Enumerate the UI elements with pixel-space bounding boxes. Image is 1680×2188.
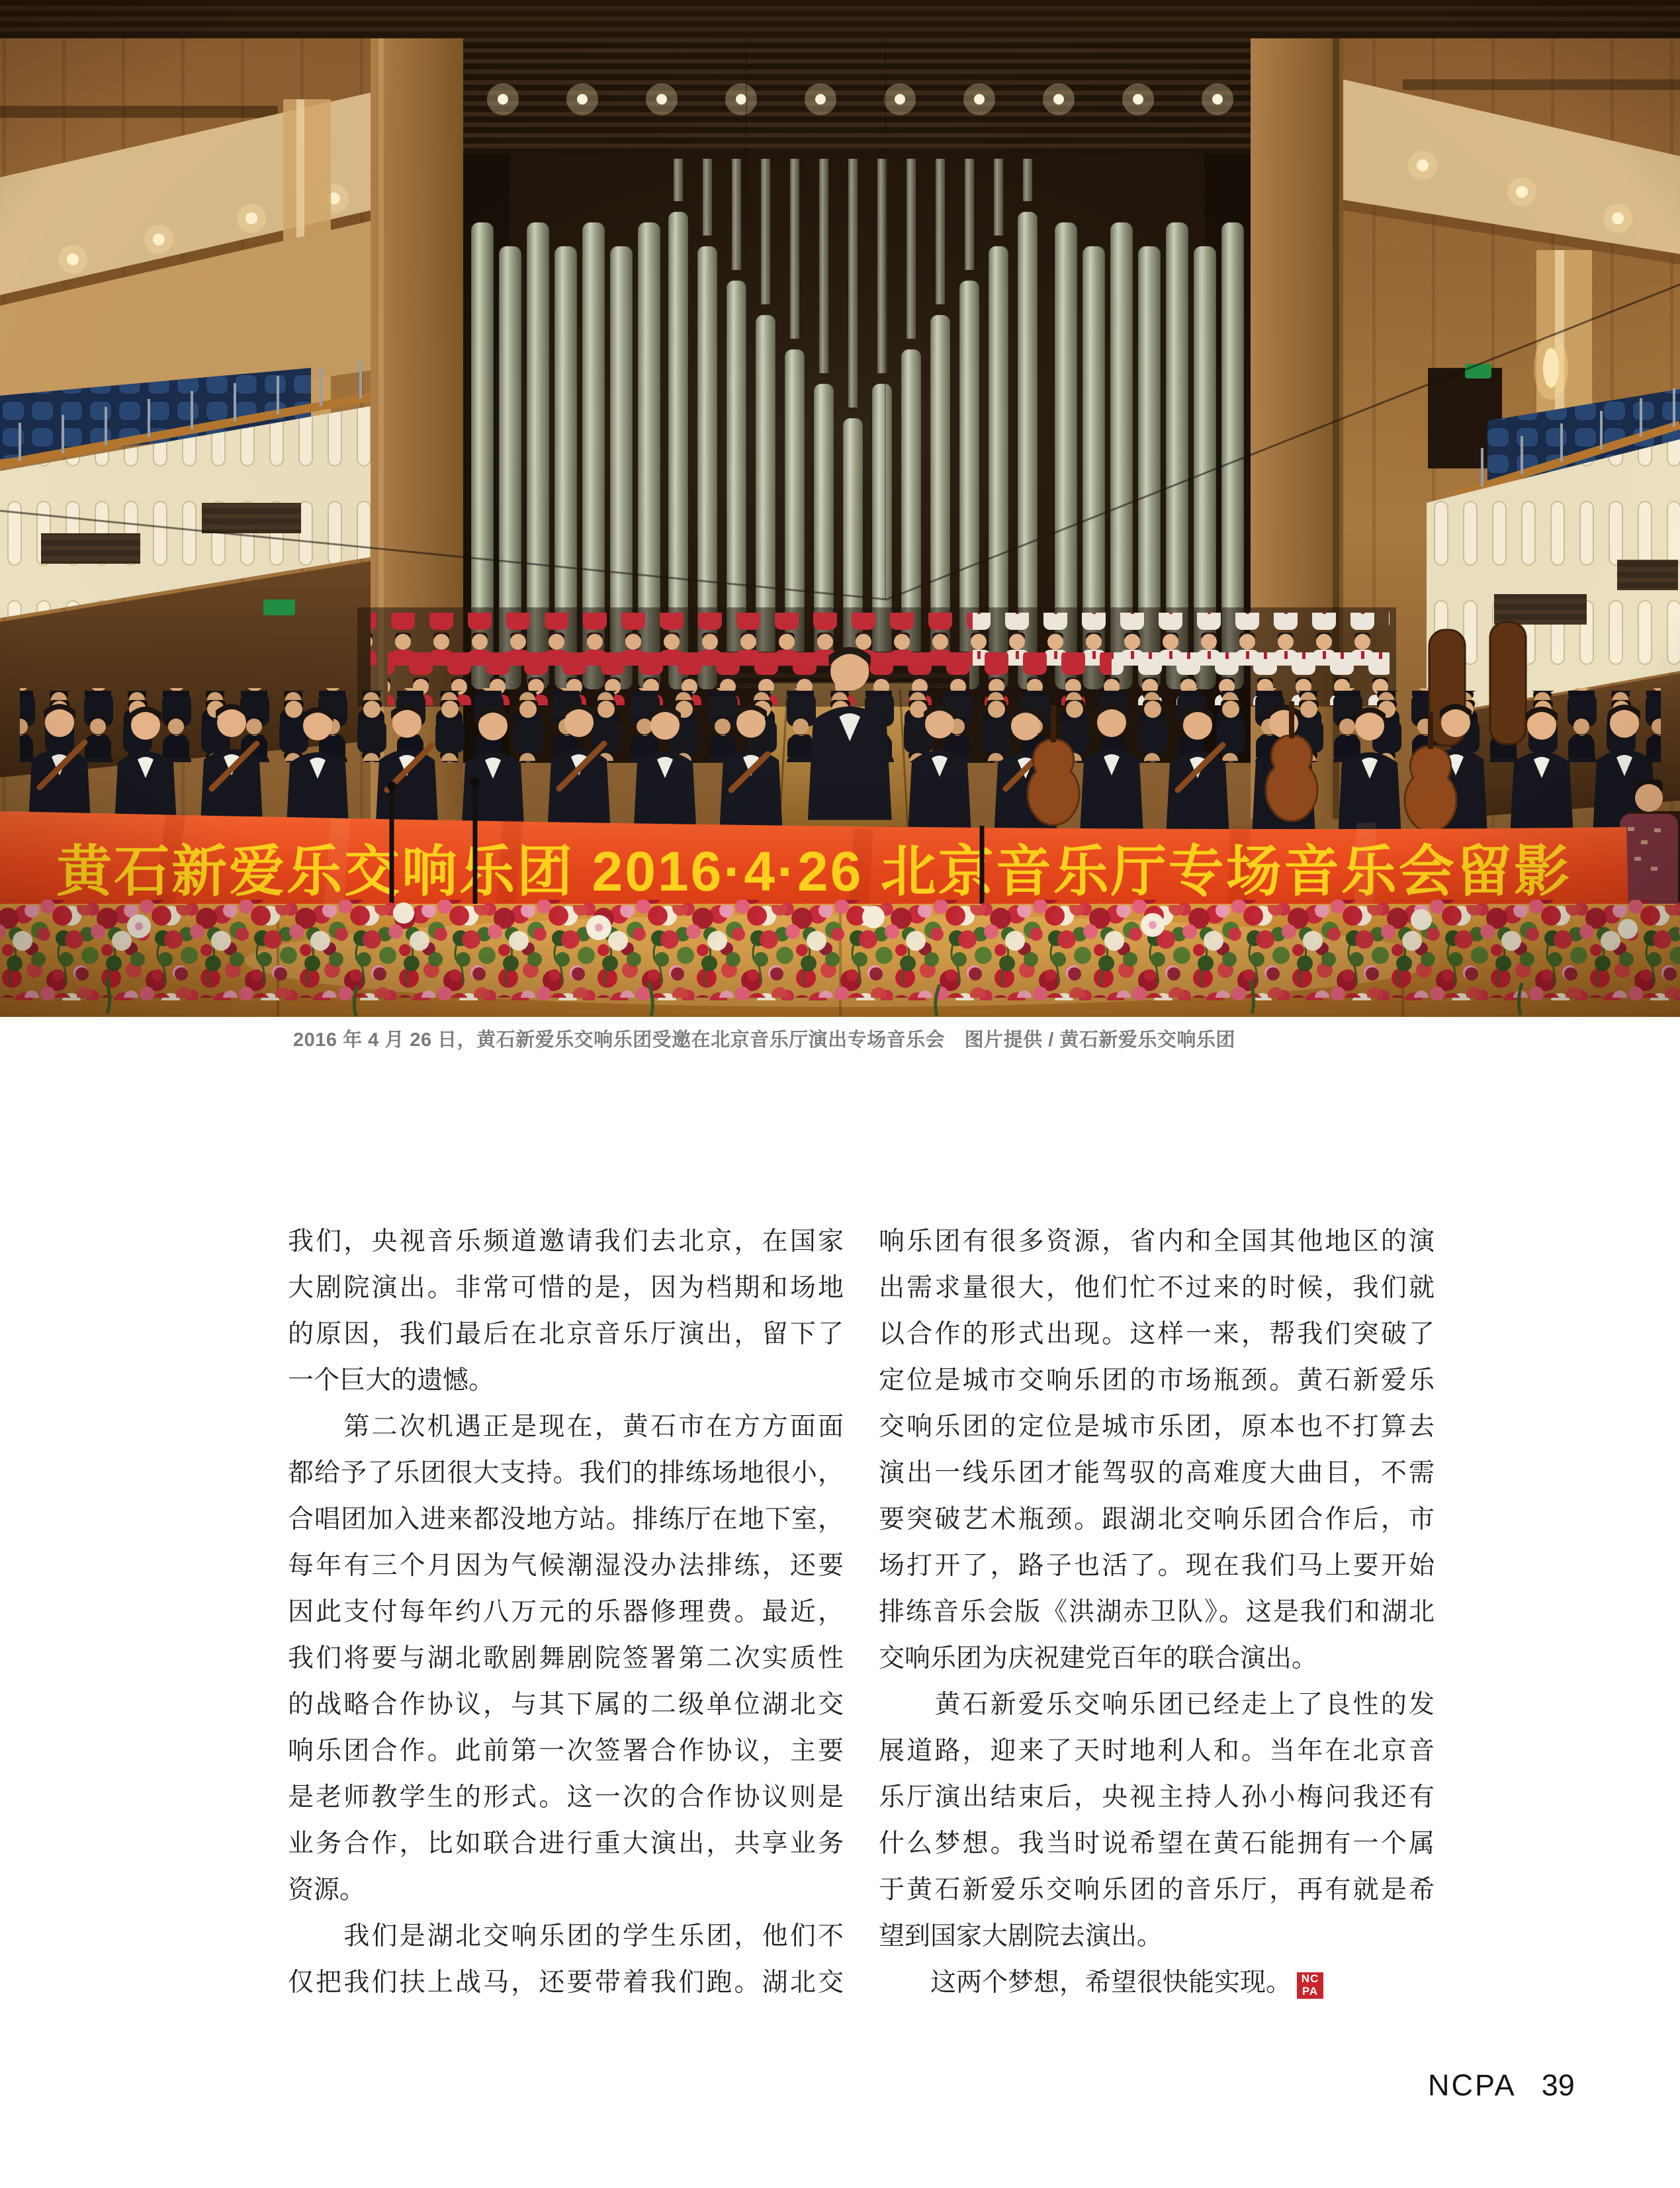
body-text-line: 仅把我们扶上战马，还要带着我们跑。湖北交: [288, 1968, 844, 1997]
body-text-line: 响乐团有很多资源，省内和全国其他地区的演: [879, 1227, 1435, 1256]
page-footer: [1428, 2068, 1575, 2103]
ncpa-end-mark-icon: NC PA: [1297, 1972, 1323, 1999]
body-text-line: 定位是城市交响乐团的市场瓶颈。黄石新爱乐: [879, 1366, 1435, 1395]
body-text-line: 交响乐团为庆祝建党百年的联合演出。: [879, 1644, 1318, 1673]
body-text-line: 要突破艺术瓶颈。跟湖北交响乐团合作后，市: [879, 1505, 1435, 1534]
body-text-line: 是老师教学生的形式。这一次的合作协议则是: [288, 1783, 844, 1812]
body-text-line: 一个巨大的遗憾。: [288, 1366, 495, 1395]
body-text-line: [879, 1960, 1435, 2006]
magazine-brand: NCPA: [1428, 2068, 1517, 2102]
body-text-line: 我们，央视音乐频道邀请我们去北京，在国家: [288, 1227, 844, 1256]
body-text-line: 乐厅演出结束后，央视主持人孙小梅问我还有: [879, 1783, 1435, 1812]
body-text-line: 都给予了乐团很大支持。我们的排练场地很小，: [288, 1459, 844, 1487]
article-right-column: [879, 1219, 1435, 2006]
article-left-column: [288, 1219, 844, 2006]
page-number: 39: [1541, 2068, 1575, 2102]
body-text-line: 什么梦想。我当时说希望在黄石能拥有一个属: [879, 1829, 1435, 1858]
body-text-line: 黄石新爱乐交响乐团已经走上了良性的发: [879, 1690, 1435, 1719]
body-text-line: 因此支付每年约八万元的乐器修理费。最近，: [288, 1598, 844, 1626]
body-text-line: 排练音乐会版《洪湖赤卫队》。这是我们和湖北: [879, 1598, 1435, 1626]
concert-hall-photo: [0, 0, 1680, 1017]
body-text-line: 资源。: [288, 1876, 366, 1904]
body-text-line: 响乐团合作。此前第一次签署合作协议，主要: [288, 1737, 844, 1765]
body-text-line: 我们将要与湖北歌剧舞剧院签署第二次实质性: [288, 1644, 844, 1673]
body-text-line: 的战略合作协议，与其下属的二级单位湖北交: [288, 1690, 844, 1719]
body-text-line: 望到国家大剧院去演出。: [879, 1922, 1163, 1950]
body-text-line: 大剧院演出。非常可惜的是，因为档期和场地: [288, 1274, 844, 1302]
body-text-line: 以合作的形式出现。这样一来，帮我们突破了: [879, 1320, 1435, 1348]
concert-hall-photo-svg: [0, 0, 1680, 1017]
body-text-line: 合唱团加入进来都没地方站。排练厅在地下室，: [288, 1505, 844, 1534]
article-body: [288, 1219, 1435, 2006]
last-line-text: 这两个梦想，希望很快能实现。: [879, 1968, 1292, 1997]
body-text-line: 展道路，迎来了天时地利人和。当年在北京音: [879, 1737, 1435, 1765]
body-text-line: 于黄石新爱乐交响乐团的音乐厅，再有就是希: [879, 1876, 1435, 1904]
body-text-line: 交响乐团的定位是城市乐团，原本也不打算去: [879, 1413, 1435, 1441]
body-text-line: 我们是湖北交响乐团的学生乐团，他们不: [288, 1922, 844, 1950]
body-text-line: 的原因，我们最后在北京音乐厅演出，留下了: [288, 1320, 844, 1348]
body-text-line: 场打开了，路子也活了。现在我们马上要开始: [879, 1552, 1435, 1580]
body-text-line: 每年有三个月因为气候潮湿没办法排练，还要: [288, 1552, 844, 1580]
body-text-line: 出需求量很大，他们忙不过来的时候，我们就: [879, 1274, 1435, 1302]
body-text-line: 演出一线乐团才能驾驭的高难度大曲目，不需: [879, 1459, 1435, 1487]
body-text-line: 第二次机遇正是现在，黄石市在方方面面: [288, 1413, 844, 1441]
photo-vignette: [0, 0, 1680, 1017]
body-text-line: 业务合作，比如联合进行重大演出，共享业务: [288, 1829, 844, 1858]
photo-caption: 2016 年 4 月 26 日，黄石新爱乐交响乐团受邀在北京音乐厅演出专场音乐会 图片提供 / 黄石新爱乐交响乐团: [293, 1029, 1235, 1051]
